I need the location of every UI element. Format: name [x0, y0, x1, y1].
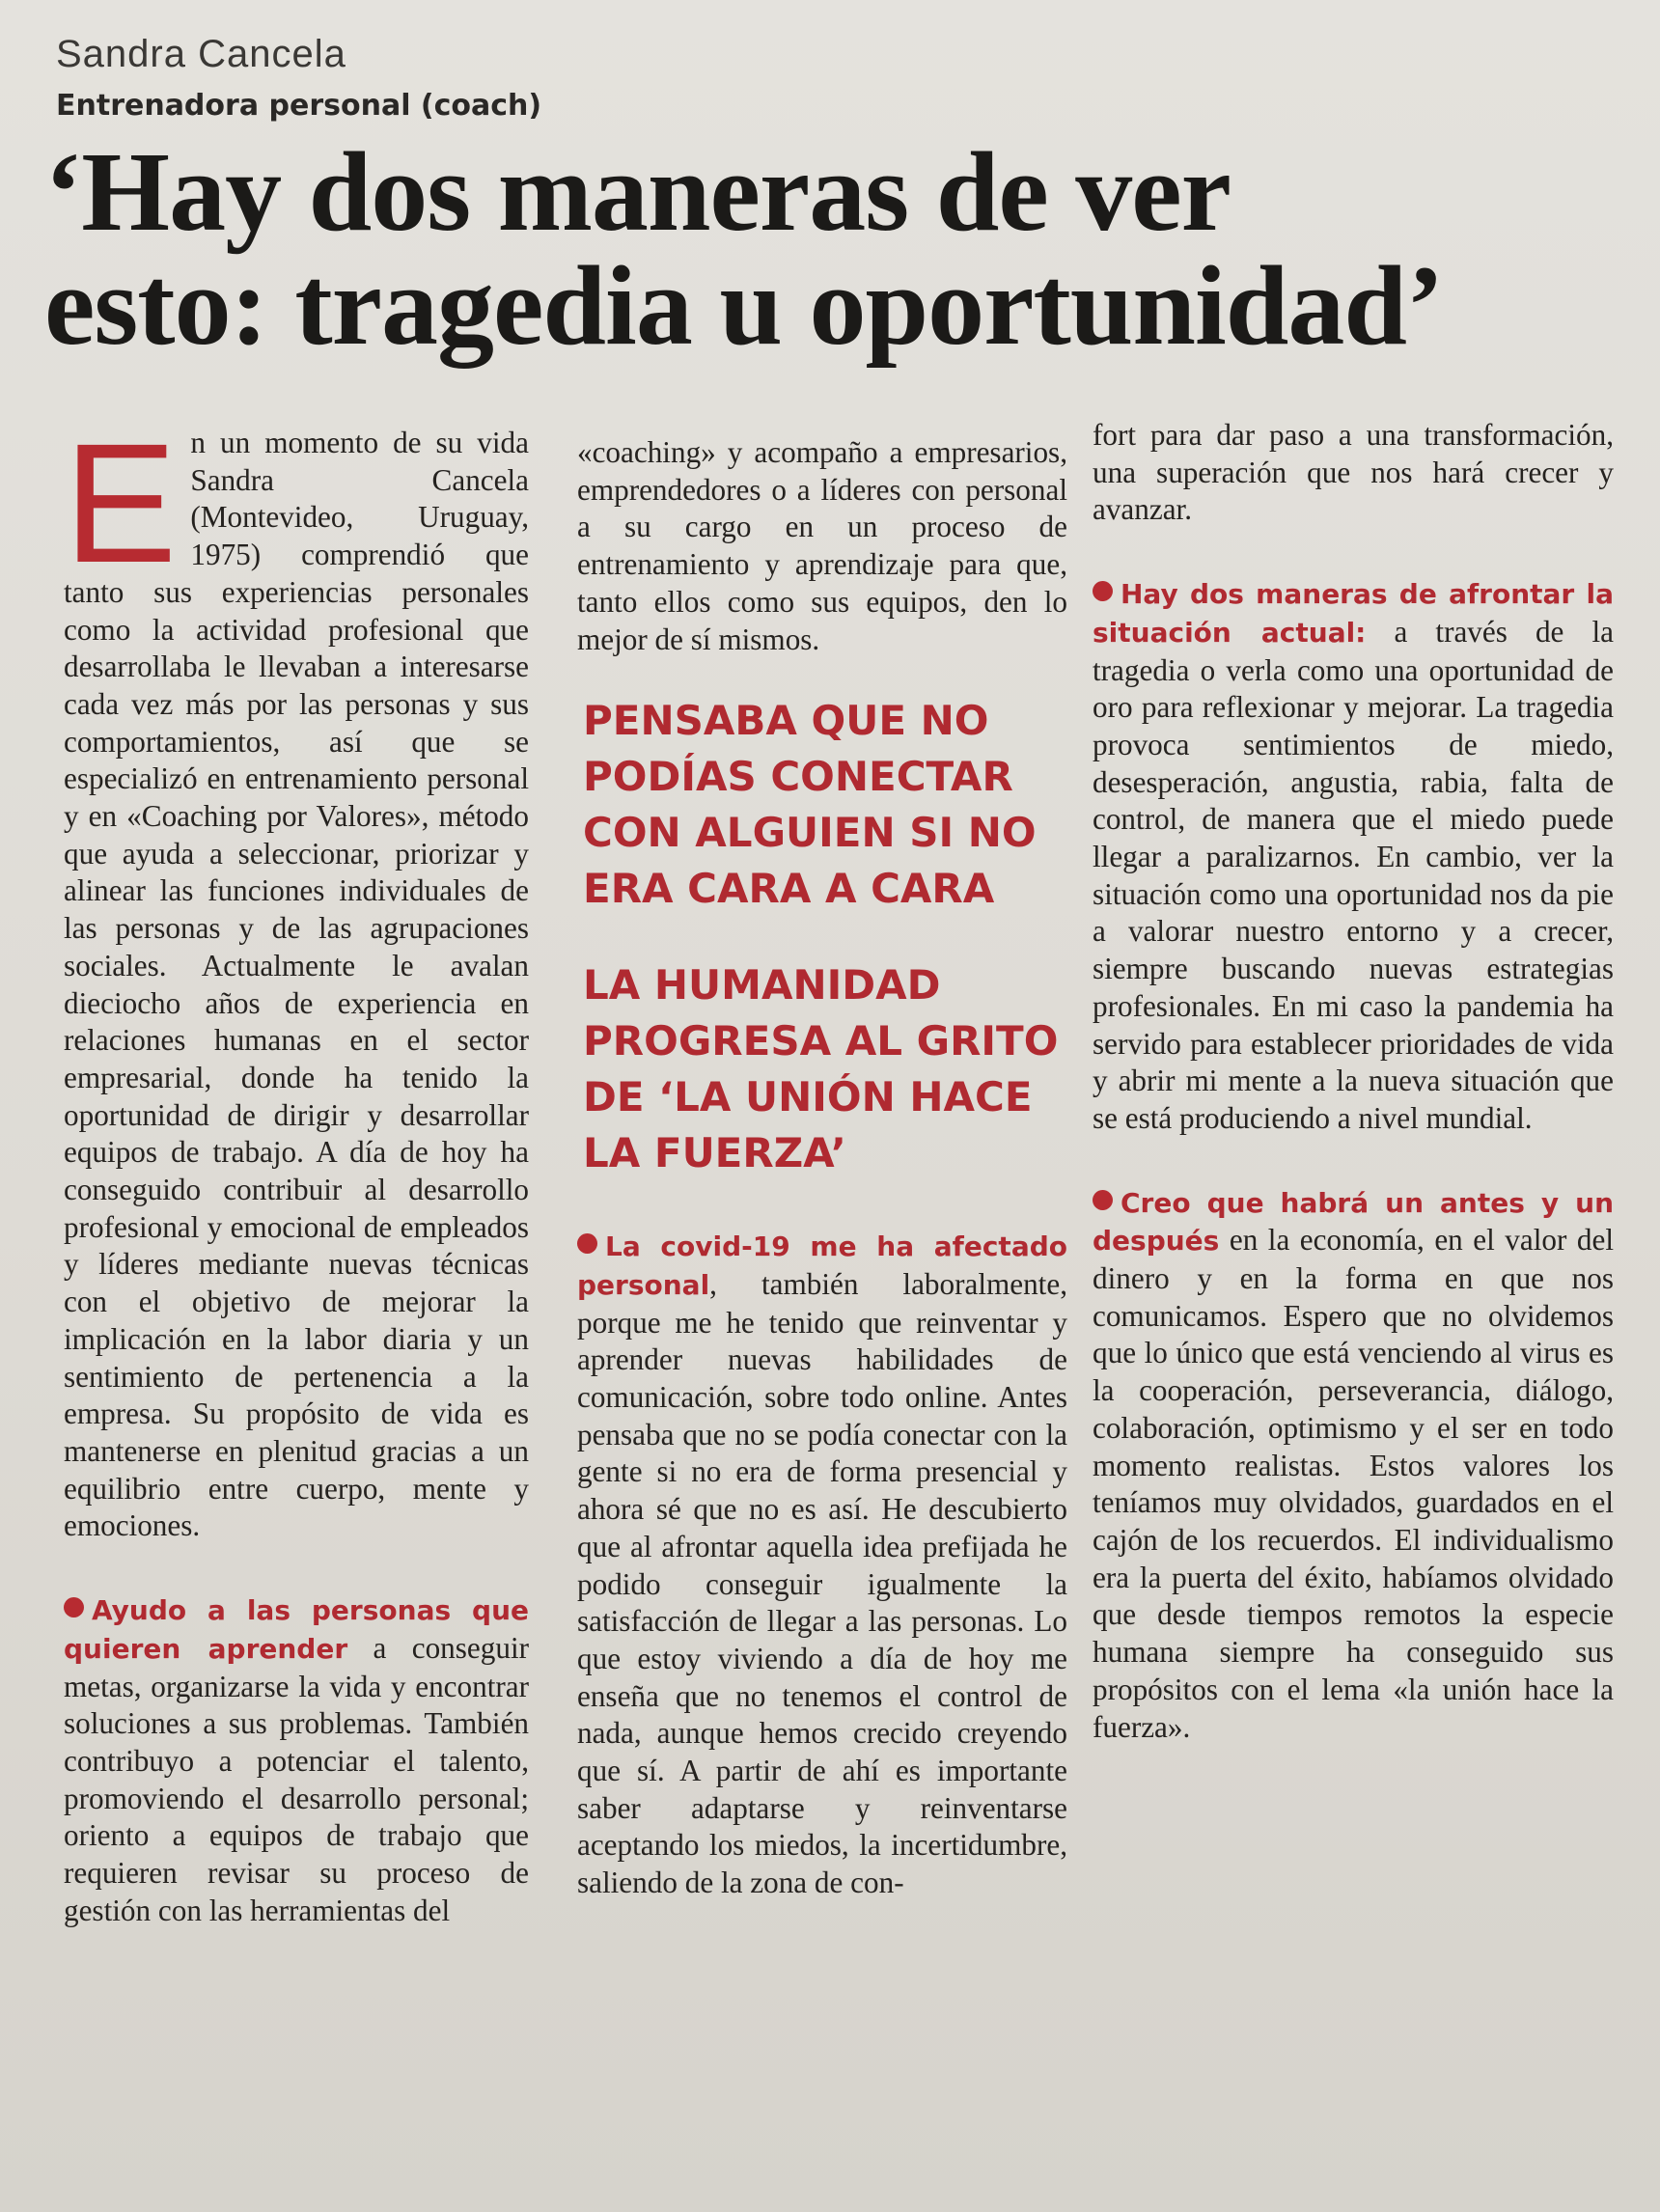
- section-lead: Ayudo a las personas que quieren aprender: [64, 1594, 529, 1665]
- article-column-3: [1093, 417, 1614, 1746]
- red-dot-bullet-icon: [1093, 1190, 1113, 1210]
- red-dot-bullet-icon: [64, 1597, 84, 1618]
- section-paragraph: [577, 1228, 1067, 1902]
- continued-paragraph: «coaching» y acompaño a empresarios, emprendedores o a líderes con personal a su cargo en un proceso de entrenamiento y aprendizaje para que, tanto ellos como sus equipos, den lo mejor de sí mismos.: [577, 435, 1067, 656]
- red-dot-bullet-icon: [1093, 581, 1113, 601]
- section-paragraph: [1093, 575, 1614, 1138]
- author-name: Sandra Cancela: [56, 33, 346, 75]
- article-headline: [44, 128, 1627, 369]
- section-lead: La covid-19 me ha afectado personal: [577, 1230, 1067, 1301]
- section-lead: Hay dos maneras de afrontar la situación actual:: [1093, 578, 1614, 649]
- intro-text: n un momento de su vida Sandra Cancela (Montevideo, Uruguay, 1975) comprendió que tanto sus experiencias personales como la actividad profesional que desarrollaba le llevaban a interesarse cada vez más por las personas y sus comportamientos, así que se especializó en entrenamiento personal y en «Coaching por Valores», método que ayuda a seleccionar, priorizar y alinear las funciones individuales de las personas y de las agrupaciones sociales. Actualmente le avalan dieciocho años de experiencia en relaciones humanas en el sector empresarial, donde ha tenido la oportunidad de dirigir y desarrollar equipos de trabajo. A día de hoy ha conseguido contribuir al desarrollo profesional y emocional de empleados y líderes mediante nuevas técnicas con el objetivo de mejorar la implicación en la labor diaria y un sentimiento de pertenencia a la empresa. Su propósito de vida es mantenerse en plenitud gracias a un equilibrio entre cuerpo, mente y emociones.: [64, 426, 529, 1543]
- continued-paragraph: fort para dar paso a una transformación, una superación que nos hará crecer y avanzar.: [1093, 418, 1614, 527]
- intro-paragraph: [64, 409, 529, 1545]
- article-column-1: [64, 409, 529, 1929]
- pull-quote-1: PENSABA QUE NO PODÍAS CONECTAR CON ALGUIEN SI NO ERA CARA A CARA: [583, 697, 1037, 913]
- pull-quote-2: LA HUMANIDAD PROGRESA AL GRITO DE ‘LA UNIÓN HACE LA FUERZA’: [583, 961, 1059, 1177]
- headline-line-2: esto: tragedia u oportunidad’: [44, 242, 1444, 369]
- section-paragraph: [64, 1591, 529, 1929]
- section-text: a través de la tragedia o verla como una oportunidad de oro para reflexionar y mejorar. La tragedia provoca sentimientos de miedo, desesperación, angustia, rabia, falta de control, de manera que el miedo puede llegar a paralizarnos. En cambio, ver la situación como una oportunidad nos da pie a valorar nuestro entorno y a crecer, siempre buscando nuevas estrategias profesionales. En mi caso la pandemia ha servido para establecer prioridades de vida y abrir mi mente a la nueva situación que se está produciendo a nivel mundial.: [1093, 614, 1614, 1135]
- article-column-2: [577, 434, 1067, 1902]
- section-text: a conseguir metas, organizarse la vida y encontrar soluciones a sus problemas. También contribuyo a potenciar el talento, promoviendo el desarrollo personal; oriento a equipos de trabajo que requieren revisar su proceso de gestión con las herramientas del: [64, 1630, 529, 1927]
- section-text: en la economía, en el valor del dinero y en la forma en que nos comunicamos. Espero que no olvidemos que lo único que está venciendo al virus es la cooperación, perseverancia, diálogo, colaboración, optimismo y el ser en todo momento realistas. Estos valores los teníamos muy olvidados, guardados en el cajón de los recuerdos. El individualismo era la puerta del éxito, habíamos olvidado que desde tiempos remotos la especie humana siempre ha conseguido sus propósitos con el lema «la unión hace la fuerza».: [1093, 1223, 1614, 1744]
- headline-line-1: ‘Hay dos maneras de ver: [44, 128, 1231, 255]
- section-lead: Creo que habrá un antes y un después: [1093, 1186, 1614, 1258]
- section-text: , también laboralmente, porque me he tenido que reinventar y aprender nuevas habilidades de comunicación, sobre todo online. Antes pensaba que no se podía conectar con la gente si no era de forma presencial y ahora sé que no es así. He descubierto que al afrontar aquella idea prefijada he podido conseguir igualmente la satisfacción de llegar a las personas. Lo que estoy viviendo a día de hoy me enseña que no tenemos el control de nada, aunque hemos crecido creyendo que sí. A partir de ahí es importante saber adaptarse y reinventarse aceptando los miedos, la incertidumbre, saliendo de la zona de con-: [577, 1266, 1067, 1900]
- author-role: Entrenadora personal (coach): [56, 89, 542, 123]
- drop-cap: E: [64, 409, 178, 598]
- section-paragraph: [1093, 1184, 1614, 1747]
- red-dot-bullet-icon: [577, 1233, 597, 1254]
